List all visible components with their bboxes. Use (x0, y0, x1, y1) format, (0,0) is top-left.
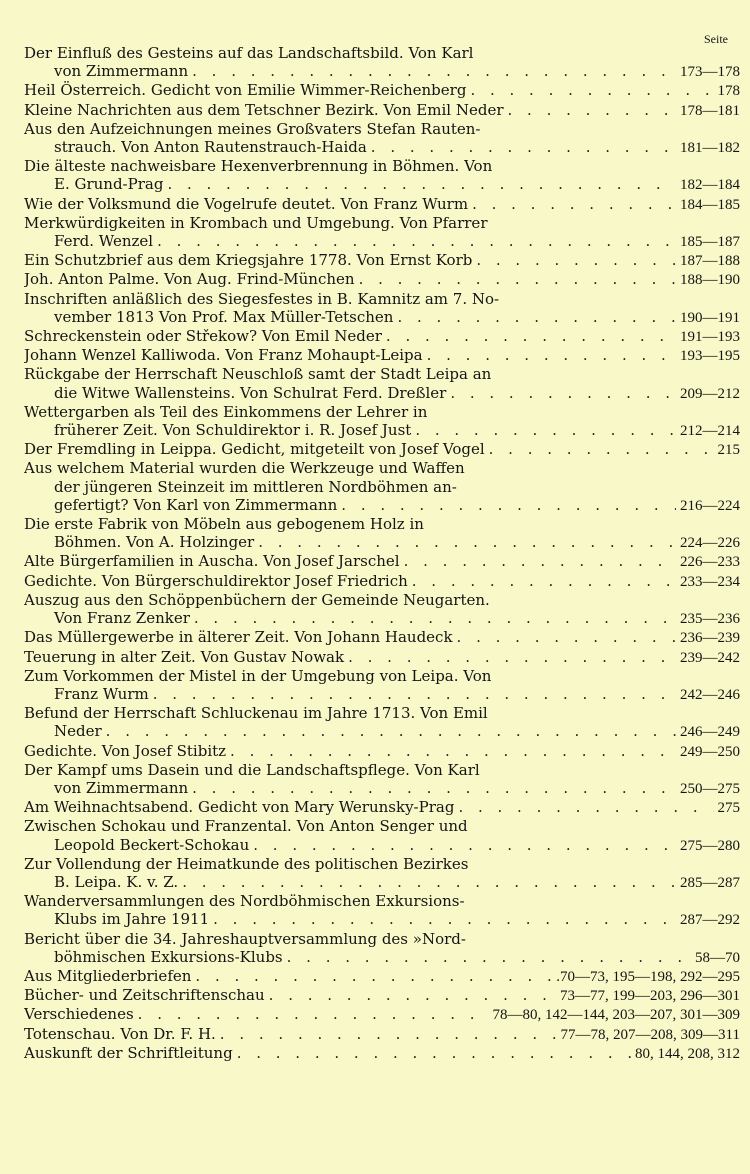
entry-title-line: Heil Österreich. Gedicht von Emilie Wimmer-Reichenberg (24, 81, 467, 100)
entry-last-line (24, 1044, 740, 1063)
entry-last-line (24, 1005, 740, 1024)
leader-dots (472, 195, 676, 213)
entry-page-range: 193—195 (680, 348, 740, 365)
leader-dots (195, 967, 552, 985)
entry-title-line: Auskunft der Schriftleitung (24, 1043, 233, 1062)
toc-entry (24, 892, 740, 929)
entry-title-line: Totenschau. Von Dr. F. H. (24, 1024, 216, 1043)
entry-title-line: Zum Vorkommen der Mistel in der Umgebung von Leipa. Von (24, 666, 492, 685)
toc-entry (24, 157, 740, 194)
entry-page-range: 73—77, 199—203, 296—301 (560, 988, 740, 1005)
entry-last-line (24, 798, 740, 817)
entry-title-line: Befund der Herrschaft Schluckenau im Jahre 1713. Von Emil (24, 704, 488, 723)
toc-entry (24, 648, 740, 667)
entry-title-line: Auszug aus den Schöppenbüchern der Gemeinde Neugarten. (24, 590, 490, 609)
toc-entry (24, 1005, 740, 1024)
entry-last-line (24, 742, 740, 761)
toc-entry (24, 440, 740, 459)
toc-entry (24, 120, 740, 157)
entry-title-line: Ferd. Wenzel (54, 232, 154, 251)
toc-entry (24, 459, 740, 515)
entry-title-line: böhmischen Exkursions-Klubs (54, 947, 283, 966)
entry-title-line: Böhmen. Von A. Holzinger (54, 533, 255, 552)
entry-last-line (24, 779, 740, 798)
toc-entry (24, 251, 740, 270)
entry-title-line: Alte Bürgerfamilien in Auscha. Von Josef Jarschel (24, 552, 400, 571)
leader-dots (404, 552, 676, 570)
entry-page-range: 215 (717, 442, 740, 459)
entry-last-line (24, 628, 740, 647)
toc-entry (24, 704, 740, 741)
entry-title-line: Die erste Fabrik von Möbeln aus gebogenem Holz in (24, 515, 424, 534)
entry-page-range: 181—182 (680, 140, 740, 157)
leader-dots (397, 308, 676, 326)
entry-last-line (24, 552, 740, 571)
entry-title-line: Joh. Anton Palme. Von Aug. Frind-München (24, 270, 355, 289)
leader-dots (253, 836, 676, 854)
entry-title-line: von Zimmermann (54, 778, 189, 797)
leader-dots (213, 910, 676, 928)
entry-title-line: strauch. Von Anton Rautenstrauch-Haida (54, 138, 367, 157)
entry-last-line (24, 62, 740, 81)
entry-title-line: Klubs im Jahre 1911 (54, 910, 210, 929)
leader-dots (412, 572, 676, 590)
entry-last-line (24, 685, 740, 704)
entry-title-line: Bücher- und Zeitschriftenschau (24, 986, 265, 1005)
toc-entry (24, 628, 740, 647)
entry-page-range: 235—236 (680, 611, 740, 628)
entry-page-range: 287—292 (680, 912, 740, 929)
leader-dots (458, 798, 713, 816)
entry-page-range: 184—185 (680, 196, 740, 213)
toc-entry (24, 572, 740, 591)
entry-page-range: 188—190 (680, 272, 740, 289)
entry-title-line: Die älteste nachweisbare Hexenverbrennung in Böhmen. Von (24, 157, 493, 176)
entry-last-line (24, 496, 740, 515)
entry-page-range: 77—78, 207—208, 309—311 (560, 1026, 740, 1043)
entry-last-line (24, 967, 740, 986)
entry-last-line (24, 270, 740, 289)
toc-entry (24, 290, 740, 327)
entry-page-range: 246—249 (680, 724, 740, 741)
entry-last-line (24, 836, 740, 855)
entry-page-range: 233—234 (680, 573, 740, 590)
entry-title-line: Neder (54, 722, 102, 741)
entry-title-line: Merkwürdigkeiten in Krombach und Umgebung. Von Pfarrer (24, 213, 488, 232)
toc-entry (24, 270, 740, 289)
entry-title-line: E. Grund-Prag (54, 175, 164, 194)
leader-dots (269, 986, 556, 1004)
leader-dots (194, 609, 676, 627)
entry-title-line: Verschiedenes (24, 1005, 134, 1024)
leader-dots (157, 232, 676, 250)
toc-entry (24, 214, 740, 251)
entry-last-line (24, 308, 740, 327)
leader-dots (287, 948, 691, 966)
entry-title-line: die Witwe Wallensteins. Von Schulrat Ferd. Dreßler (54, 383, 447, 402)
entry-title-line: der jüngeren Steinzeit im mittleren Nordböhmen an- (54, 477, 457, 496)
toc-entry (24, 44, 740, 81)
entry-last-line (24, 421, 740, 440)
leader-dots (106, 722, 676, 740)
toc-entry (24, 195, 740, 214)
toc-entry (24, 986, 740, 1005)
entry-title-line: Aus den Aufzeichnungen meines Großvaters Stefan Rauten- (24, 119, 481, 138)
entry-title-line: von Zimmermann (54, 62, 189, 81)
leader-dots (192, 62, 676, 80)
entry-last-line (24, 327, 740, 346)
toc-entry (24, 552, 740, 571)
entry-last-line (24, 384, 740, 403)
leader-dots (371, 138, 676, 156)
toc-entry (24, 365, 740, 402)
entry-last-line (24, 440, 740, 459)
toc-entry (24, 667, 740, 704)
leader-dots (138, 1005, 489, 1023)
entry-page-range: 190—191 (680, 309, 740, 326)
entry-last-line (24, 81, 740, 100)
entry-title-line: Kleine Nachrichten aus dem Tetschner Bezirk. Von Emil Neder (24, 100, 504, 119)
entry-last-line (24, 648, 740, 667)
entry-last-line (24, 910, 740, 929)
entry-last-line (24, 722, 740, 741)
toc-entry (24, 817, 740, 854)
entry-title-line: Aus Mitgliederbriefen (24, 966, 192, 985)
toc-entry (24, 798, 740, 817)
leader-dots (457, 628, 676, 646)
entry-page-range: 275—280 (680, 837, 740, 854)
leader-dots (359, 270, 676, 288)
leader-dots (508, 101, 677, 119)
entry-title-line: gefertigt? Von Karl von Zimmermann (54, 495, 338, 514)
toc-entry (24, 1044, 740, 1063)
entry-title-line: Der Einfluß des Gesteins auf das Landschaftsbild. Von Karl (24, 44, 474, 62)
entry-last-line (24, 533, 740, 552)
entry-title-line: Zur Vollendung der Heimatkunde des politischen Bezirkes (24, 854, 469, 873)
toc-entry (24, 515, 740, 552)
leader-dots (167, 175, 676, 193)
leader-dots (489, 440, 714, 458)
entry-page-range: 178 (717, 83, 740, 100)
toc-entry (24, 967, 740, 986)
toc-entry (24, 761, 740, 798)
entry-title-line: Inschriften anläßlich des Siegesfestes in B. Kamnitz am 7. No- (24, 289, 500, 308)
toc-entry (24, 403, 740, 440)
entry-page-range: 209—212 (680, 385, 740, 402)
entry-title-line: Johann Wenzel Kalliwoda. Von Franz Mohaupt-Leipa (24, 346, 423, 365)
entry-title-line: Gedichte. Von Josef Stibitz (24, 741, 227, 760)
toc-entry (24, 591, 740, 628)
entry-page-range: 239—242 (680, 649, 740, 666)
leader-dots (386, 327, 676, 345)
entry-last-line (24, 195, 740, 214)
entry-title-line: vember 1813 Von Prof. Max Müller-Tetschen (54, 307, 394, 326)
entry-last-line (24, 138, 740, 157)
entry-page-range: 226—233 (680, 554, 740, 571)
entry-title-line: Wanderversammlungen des Nordböhmischen Exkursions- (24, 892, 465, 911)
entry-page-range: 58—70 (695, 949, 740, 966)
entry-last-line (24, 1025, 740, 1044)
entry-page-range: 187—188 (680, 253, 740, 270)
entry-last-line (24, 948, 740, 967)
entry-last-line (24, 346, 740, 365)
leader-dots (427, 346, 676, 364)
leader-dots (153, 685, 676, 703)
leader-dots (470, 81, 713, 99)
entry-page-range: 78—80, 142—144, 203—207, 301—309 (492, 1007, 740, 1024)
entry-last-line (24, 986, 740, 1005)
entry-page-range: 182—184 (680, 177, 740, 194)
leader-dots (476, 251, 676, 269)
entry-last-line (24, 101, 740, 120)
entry-last-line (24, 873, 740, 892)
entry-page-range: .70—73, 195—198, 292—295 (556, 968, 740, 985)
entry-page-range: 242—246 (680, 686, 740, 703)
entry-title-line: B. Leipa. K. v. Z. (54, 872, 179, 891)
entry-title-line: Bericht über die 34. Jahreshauptversammlung des »Nord- (24, 929, 466, 948)
entry-title-line: Franz Wurm (54, 684, 149, 703)
entry-last-line (24, 572, 740, 591)
entry-title-line: Der Fremdling in Leippa. Gedicht, mitgeteilt von Josef Vogel (24, 440, 485, 459)
entry-title-line: Ein Schutzbrief aus dem Kriegsjahre 1778. Von Ernst Korb (24, 251, 473, 270)
entry-page-range: 80, 144, 208, 312 (635, 1045, 740, 1062)
entry-page-range: 185—187 (680, 234, 740, 251)
toc-entry (24, 327, 740, 346)
entry-title-line: Teuerung in alter Zeit. Von Gustav Nowak (24, 647, 345, 666)
leader-dots (237, 1044, 631, 1062)
toc-entry (24, 855, 740, 892)
entry-title-line: Zwischen Schokau und Franzental. Von Anton Senger und (24, 817, 468, 836)
entry-title-line: Gedichte. Von Bürgerschuldirektor Josef Friedrich (24, 571, 408, 590)
entry-last-line (24, 232, 740, 251)
leader-dots (348, 648, 676, 666)
entry-page-range: 173—178 (680, 64, 740, 81)
entry-page-range: 191—193 (680, 329, 740, 346)
toc-entry (24, 346, 740, 365)
leader-dots (220, 1025, 557, 1043)
entry-page-range: 216—224 (680, 497, 740, 514)
entry-title-line: Aus welchem Material wurden die Werkzeuge und Waffen (24, 459, 465, 478)
entry-page-range: 224—226 (680, 535, 740, 552)
entry-page-range: 249—250 (680, 743, 740, 760)
entry-last-line (24, 251, 740, 270)
entry-title-line: früherer Zeit. Von Schuldirektor i. R. Josef Just (54, 421, 412, 440)
entry-page-range: 275 (717, 800, 740, 817)
leader-dots (341, 496, 676, 514)
entry-last-line (24, 175, 740, 194)
leader-dots (182, 873, 676, 891)
toc-entry (24, 101, 740, 120)
entry-title-line: Wie der Volksmund die Vogelrufe deutet. Von Franz Wurm (24, 194, 469, 213)
entry-title-line: Rückgabe der Herrschaft Neuschloß samt der Stadt Leipa an (24, 365, 492, 384)
entry-page-range: 250—275 (680, 780, 740, 797)
leader-dots (230, 742, 676, 760)
page-column-header: Seite (704, 32, 728, 46)
entry-page-range: 212—214 (680, 423, 740, 440)
toc-entry (24, 1025, 740, 1044)
leader-dots (415, 421, 676, 439)
leader-dots (258, 533, 676, 551)
entry-title-line: Am Weihnachtsabend. Gedicht von Mary Werunsky-Prag (24, 798, 455, 817)
leader-dots (450, 384, 676, 402)
leader-dots (192, 779, 676, 797)
toc-entry (24, 742, 740, 761)
entry-title-line: Wettergarben als Teil des Einkommens der Lehrer in (24, 402, 428, 421)
entry-title-line: Von Franz Zenker (54, 609, 190, 628)
toc-entry (24, 81, 740, 100)
entry-title-line: Leopold Beckert-Schokau (54, 835, 250, 854)
entry-title-line: Der Kampf ums Dasein und die Landschaftspflege. Von Karl (24, 760, 480, 779)
entry-page-range: 285—287 (680, 874, 740, 891)
entry-title-line: Schreckenstein oder Střekow? Von Emil Neder (24, 327, 382, 346)
toc-entry (24, 930, 740, 967)
entry-page-range: 178—181 (680, 102, 740, 119)
table-of-contents (24, 44, 740, 1063)
entry-title-line: Das Müllergewerbe in älterer Zeit. Von Johann Haudeck (24, 628, 453, 647)
entry-last-line (24, 609, 740, 628)
entry-page-range: 236—239 (680, 630, 740, 647)
